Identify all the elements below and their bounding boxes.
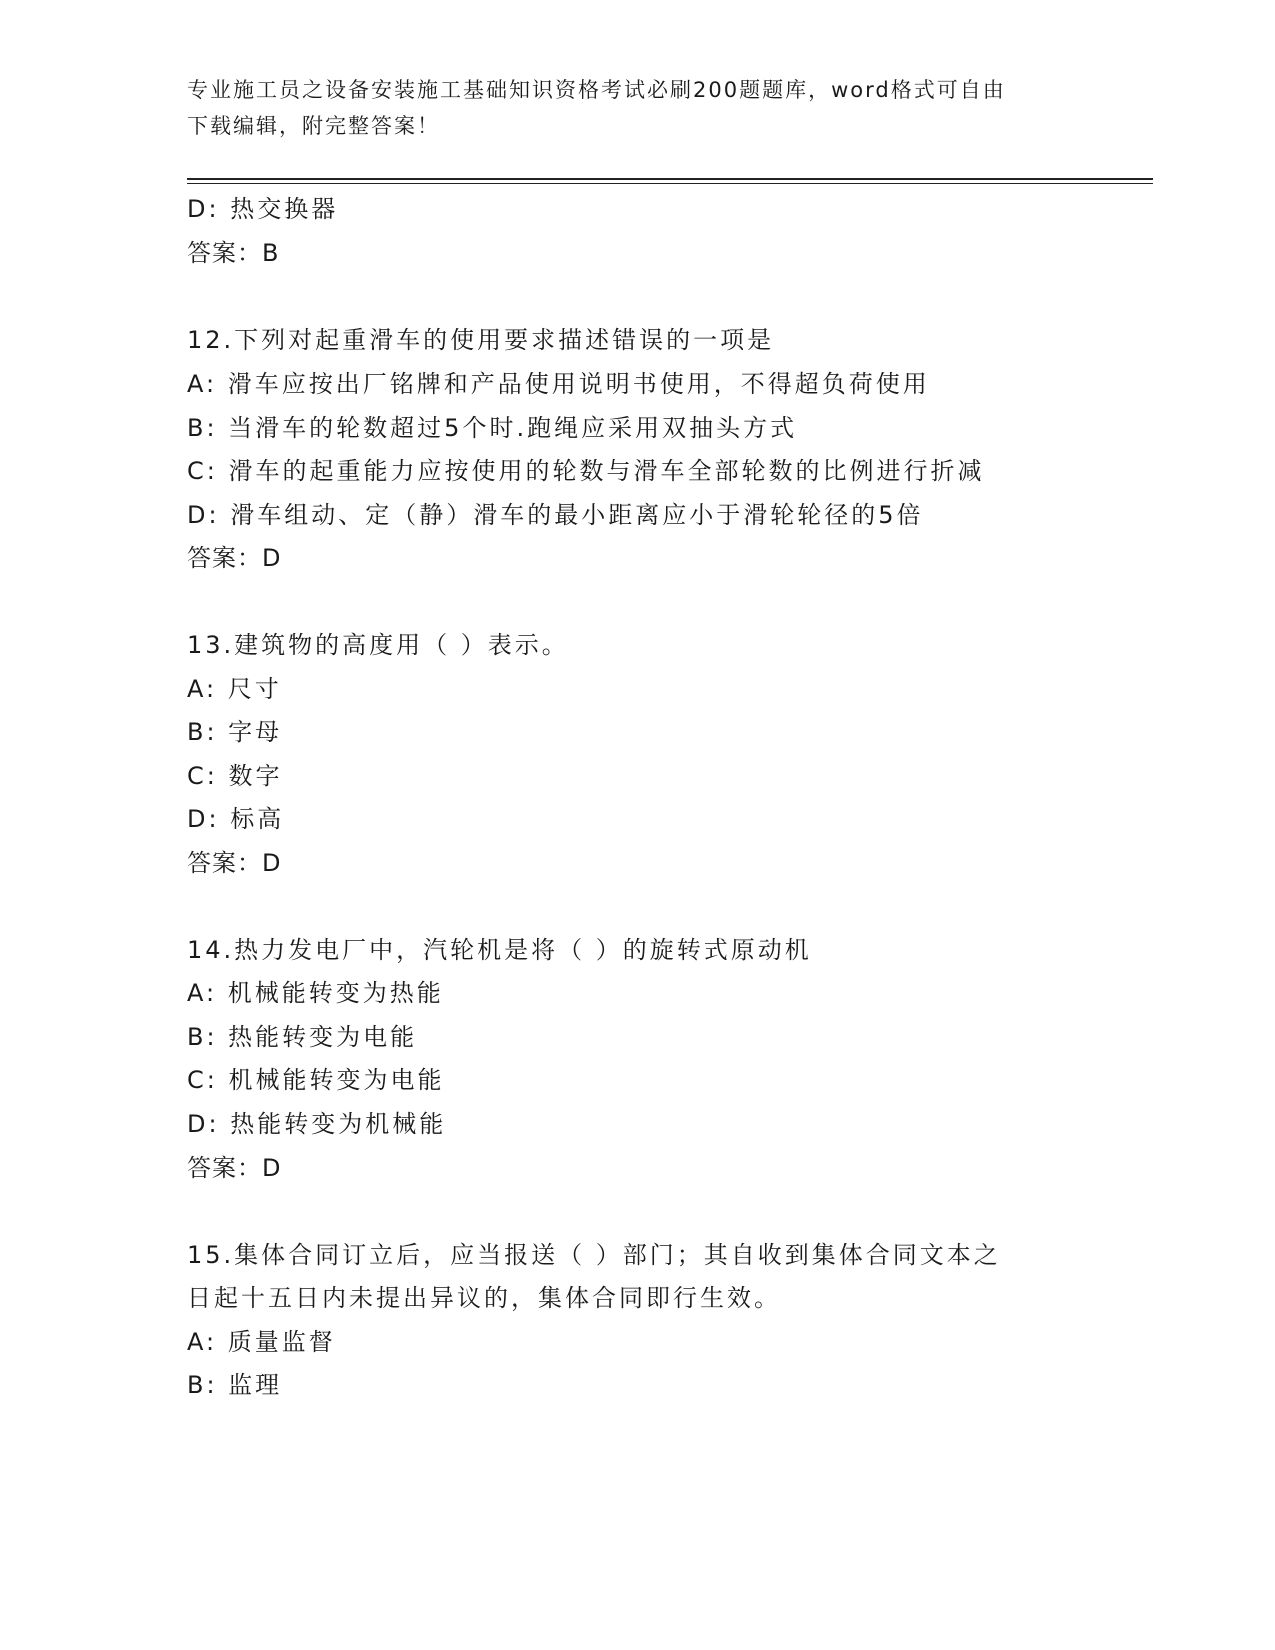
q12-option-b: B: 当滑车的轮数超过5个时.跑绳应采用双抽头方式 (187, 414, 798, 442)
q14-option-b: B: 热能转变为电能 (187, 1023, 418, 1051)
q14-option-d: D: 热能转变为机械能 (187, 1110, 447, 1138)
header-rule-thin (187, 183, 1153, 184)
document-header (187, 72, 1087, 144)
q14-option-c: C: 机械能转变为电能 (187, 1066, 445, 1094)
q15-stem-line-1: 15.集体合同订立后，应当报送（ ）部门；其自收到集体合同文本之 (187, 1241, 1001, 1269)
q12-stem: 12.下列对起重滑车的使用要求描述错误的一项是 (187, 326, 775, 354)
q12-option-c: C: 滑车的起重能力应按使用的轮数与滑车全部轮数的比例进行折减 (187, 457, 985, 485)
q13-option-a: A: 尺寸 (187, 675, 282, 703)
q13-option-d: D: 标高 (187, 805, 285, 833)
header-line-2: 下载编辑，附完整答案！ (187, 114, 440, 138)
q13-option-b: B: 字母 (187, 718, 283, 746)
header-rule-thick (187, 178, 1153, 180)
q15-option-a: A: 质量监督 (187, 1328, 336, 1356)
q13-stem: 13.建筑物的高度用（ ）表示。 (187, 631, 569, 659)
q13-option-c: C: 数字 (187, 762, 283, 790)
q11-option-d: D: 热交换器 (187, 195, 339, 223)
header-line-1: 专业施工员之设备安装施工基础知识资格考试必刷200题题库，word格式可自由 (187, 78, 1006, 102)
q14-option-a: A: 机械能转变为热能 (187, 979, 444, 1007)
q15-option-b: B: 监理 (187, 1371, 283, 1399)
q12-option-d: D: 滑车组动、定（静）滑车的最小距离应小于滑轮轮径的5倍 (187, 501, 924, 529)
q14-stem: 14.热力发电厂中，汽轮机是将（ ）的旋转式原动机 (187, 936, 812, 964)
q12-answer: 答案：D (187, 544, 282, 572)
q12-option-a: A: 滑车应按出厂铭牌和产品使用说明书使用，不得超负荷使用 (187, 370, 930, 398)
q15-stem-line-2: 日起十五日内未提出异议的，集体合同即行生效。 (187, 1284, 781, 1312)
q14-answer: 答案：D (187, 1154, 282, 1182)
q13-answer: 答案：D (187, 849, 282, 877)
q11-answer: 答案：B (187, 239, 280, 267)
